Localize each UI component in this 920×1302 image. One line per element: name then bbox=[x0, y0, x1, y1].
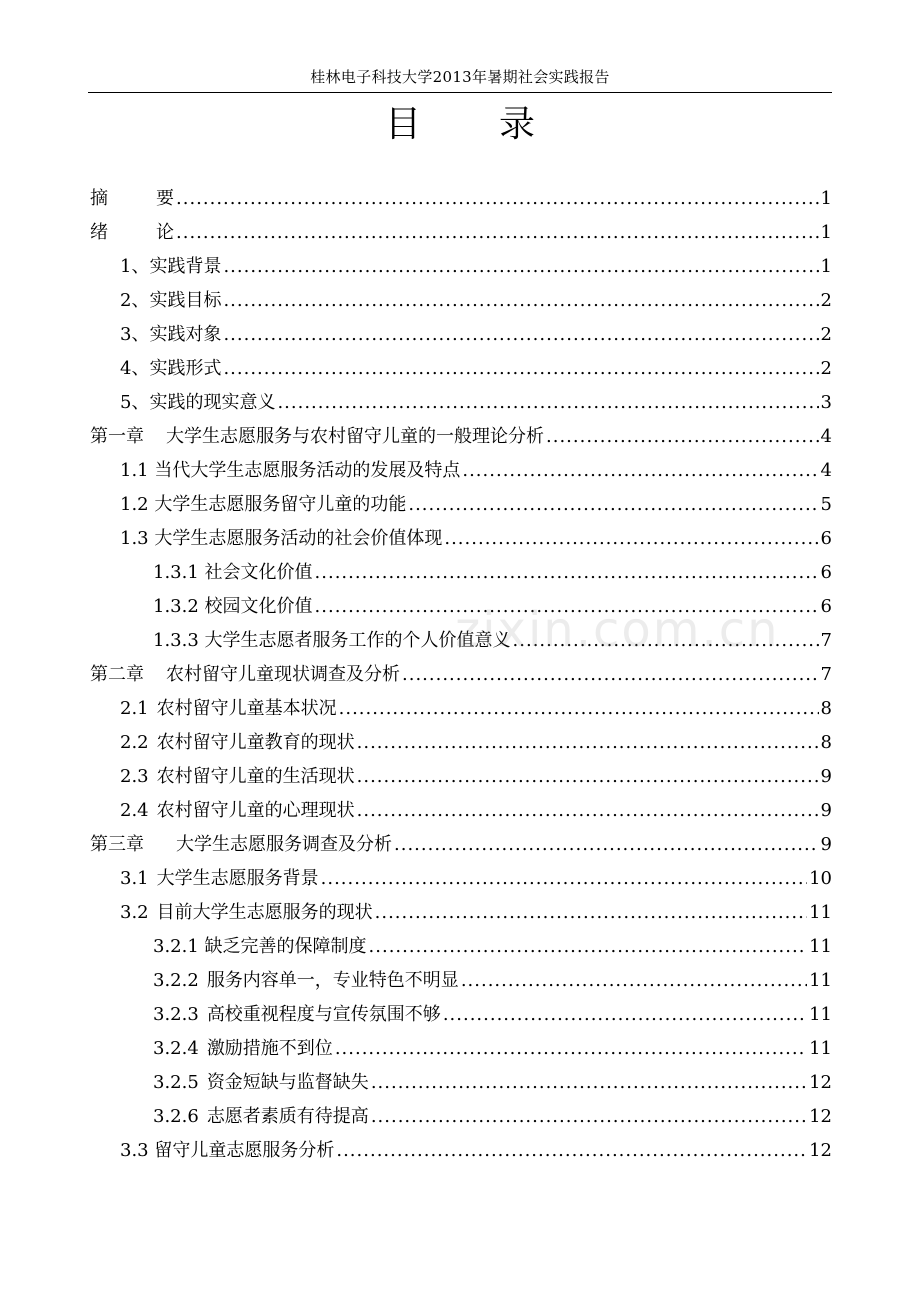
toc-entry-label: 1.3 大学生志愿服务活动的社会价值体现 bbox=[120, 528, 443, 549]
toc-page-number: 8 bbox=[820, 732, 832, 753]
dot-leader bbox=[546, 420, 819, 454]
dot-leader bbox=[371, 1066, 807, 1100]
toc-entry[interactable] bbox=[90, 726, 832, 760]
toc-entry-label: 1、实践背景 bbox=[120, 256, 222, 277]
toc-entry-label: 3、实践对象 bbox=[120, 324, 222, 345]
toc-entry[interactable] bbox=[90, 896, 832, 930]
watermark: zixin.com.cn bbox=[455, 602, 780, 658]
toc-entry-label: 大学生志愿服务与农村留守儿童的一般理论分析 bbox=[166, 426, 544, 447]
table-of-contents bbox=[90, 182, 832, 1168]
toc-entry-chapter-2[interactable] bbox=[90, 658, 832, 692]
dot-leader bbox=[357, 726, 819, 760]
toc-page-number: 6 bbox=[820, 562, 832, 583]
dot-leader bbox=[223, 352, 818, 386]
dot-leader bbox=[461, 964, 807, 998]
toc-page-number: 6 bbox=[820, 528, 832, 549]
toc-page-number: 9 bbox=[820, 766, 832, 787]
toc-section-number: 3.2.4 bbox=[153, 1038, 199, 1059]
toc-section-number: 3.2.5 bbox=[153, 1072, 199, 1093]
toc-entry-label: 要 bbox=[156, 188, 174, 209]
toc-title-char-1: 目 bbox=[384, 104, 421, 145]
toc-entry-label: 农村留守儿童基本状况 bbox=[156, 698, 337, 719]
toc-entry-label: 服务内容单一，专业特色不明显 bbox=[206, 970, 459, 991]
dot-leader bbox=[176, 216, 819, 250]
dot-leader bbox=[408, 488, 818, 522]
toc-entry-label: 3.3 留守儿童志愿服务分析 bbox=[120, 1140, 335, 1161]
toc-entry[interactable] bbox=[90, 794, 832, 828]
dot-leader bbox=[357, 760, 819, 794]
toc-entry-label: 农村留守儿童的心理现状 bbox=[156, 800, 355, 821]
toc-page-number: 3 bbox=[820, 392, 832, 413]
dot-leader bbox=[336, 1134, 807, 1168]
toc-title-char-2: 录 bbox=[499, 104, 536, 145]
toc-entry-label: 论 bbox=[156, 222, 174, 243]
toc-page-number: 4 bbox=[820, 426, 832, 447]
toc-entry[interactable] bbox=[90, 964, 832, 998]
dot-leader bbox=[375, 896, 807, 930]
toc-entry-label: 1.3.1 社会文化价值 bbox=[153, 562, 313, 583]
toc-page-number: 11 bbox=[809, 970, 832, 991]
dot-leader bbox=[277, 386, 818, 420]
toc-section-number: 2.3 bbox=[120, 766, 149, 787]
toc-chapter-number: 第二章 bbox=[90, 664, 144, 685]
toc-entry-label: 1.3.3 大学生志愿者服务工作的个人价值意义 bbox=[153, 630, 511, 651]
toc-entry[interactable] bbox=[90, 556, 832, 590]
toc-page-number: 11 bbox=[809, 1038, 832, 1059]
toc-entry[interactable] bbox=[90, 760, 832, 794]
toc-chapter-number: 第三章 bbox=[90, 834, 144, 855]
toc-entry-label: 高校重视程度与宣传氛围不够 bbox=[206, 1004, 441, 1025]
toc-page-number: 1 bbox=[820, 222, 832, 243]
toc-entry-label: 志愿者素质有待提高 bbox=[206, 1106, 369, 1127]
toc-entry-label: 5、实践的现实意义 bbox=[120, 392, 276, 413]
toc-section-number: 2.2 bbox=[120, 732, 149, 753]
toc-entry[interactable] bbox=[90, 1100, 832, 1134]
toc-section-number: 3.2.3 bbox=[153, 1004, 199, 1025]
dot-leader bbox=[357, 794, 819, 828]
dot-leader bbox=[176, 182, 819, 216]
toc-entry-label: 1.3.2 校园文化价值 bbox=[153, 596, 313, 617]
toc-page-number: 9 bbox=[820, 800, 832, 821]
dot-leader bbox=[339, 692, 819, 726]
toc-section-number: 2.4 bbox=[120, 800, 149, 821]
toc-entry[interactable] bbox=[90, 284, 832, 318]
toc-section-number: 3.2.2 bbox=[153, 970, 199, 991]
toc-title bbox=[0, 100, 920, 150]
toc-entry-label: 2、实践目标 bbox=[120, 290, 222, 311]
toc-page-number: 5 bbox=[820, 494, 832, 515]
toc-section-number: 3.2 bbox=[120, 902, 149, 923]
toc-entry-label: 农村留守儿童现状调查及分析 bbox=[166, 664, 400, 685]
toc-entry[interactable] bbox=[90, 386, 832, 420]
toc-entry-label: 绪 bbox=[90, 222, 108, 243]
toc-entry-chapter-3[interactable] bbox=[90, 828, 832, 862]
toc-page-number: 6 bbox=[820, 596, 832, 617]
dot-leader bbox=[335, 1032, 807, 1066]
dot-leader bbox=[394, 828, 819, 862]
toc-entry-label: 目前大学生志愿服务的现状 bbox=[156, 902, 373, 923]
toc-entry-label: 资金短缺与监督缺失 bbox=[206, 1072, 369, 1093]
dot-leader bbox=[321, 862, 807, 896]
dot-leader bbox=[223, 318, 818, 352]
toc-entry-label: 大学生志愿服务调查及分析 bbox=[176, 834, 392, 855]
toc-entry-label: 1.2 大学生志愿服务留守儿童的功能 bbox=[120, 494, 407, 515]
toc-page-number: 1 bbox=[820, 188, 832, 209]
toc-entry[interactable] bbox=[90, 1134, 832, 1168]
toc-page-number: 9 bbox=[820, 834, 832, 855]
toc-entry-chapter-1[interactable] bbox=[90, 420, 832, 454]
dot-leader bbox=[402, 658, 819, 692]
toc-chapter-number: 第一章 bbox=[90, 426, 144, 447]
toc-entry[interactable] bbox=[90, 522, 832, 556]
toc-entry-label: 激励措施不到位 bbox=[206, 1038, 333, 1059]
toc-entry[interactable] bbox=[90, 692, 832, 726]
toc-entry-introduction[interactable] bbox=[90, 216, 832, 250]
dot-leader bbox=[443, 998, 807, 1032]
toc-page-number: 8 bbox=[820, 698, 832, 719]
toc-page-number: 11 bbox=[809, 1004, 832, 1025]
toc-entry[interactable] bbox=[90, 250, 832, 284]
toc-entry[interactable] bbox=[90, 488, 832, 522]
toc-entry[interactable] bbox=[90, 1032, 832, 1066]
toc-entry[interactable] bbox=[90, 862, 832, 896]
toc-entry[interactable] bbox=[90, 930, 832, 964]
toc-page-number: 7 bbox=[820, 664, 832, 685]
toc-page-number: 2 bbox=[820, 358, 832, 379]
toc-page-number: 12 bbox=[809, 1140, 832, 1161]
toc-entry-label: 3.2.1 缺乏完善的保障制度 bbox=[153, 936, 367, 957]
dot-leader bbox=[315, 556, 819, 590]
toc-entry[interactable] bbox=[90, 318, 832, 352]
dot-leader bbox=[369, 930, 808, 964]
toc-page-number: 12 bbox=[809, 1072, 832, 1093]
toc-entry-label: 农村留守儿童的生活现状 bbox=[156, 766, 355, 787]
header-rule bbox=[88, 92, 832, 93]
toc-page-number: 1 bbox=[820, 256, 832, 277]
toc-page-number: 12 bbox=[809, 1106, 832, 1127]
dot-leader bbox=[223, 284, 818, 318]
toc-entry-label: 摘 bbox=[90, 188, 108, 209]
toc-entry-label: 4、实践形式 bbox=[120, 358, 222, 379]
toc-entry[interactable] bbox=[90, 1066, 832, 1100]
toc-page-number: 11 bbox=[809, 936, 832, 957]
toc-entry[interactable] bbox=[90, 454, 832, 488]
toc-page-number: 2 bbox=[820, 324, 832, 345]
toc-page-number: 11 bbox=[809, 902, 832, 923]
running-header: 桂林电子科技大学2013年暑期社会实践报告 bbox=[310, 68, 610, 86]
toc-page-number: 10 bbox=[809, 868, 832, 889]
toc-entry-label: 大学生志愿服务背景 bbox=[156, 868, 319, 889]
dot-leader bbox=[371, 1100, 807, 1134]
toc-entry[interactable] bbox=[90, 352, 832, 386]
toc-page-number: 2 bbox=[820, 290, 832, 311]
toc-page-number: 4 bbox=[820, 460, 832, 481]
toc-entry-abstract[interactable] bbox=[90, 182, 832, 216]
dot-leader bbox=[462, 454, 818, 488]
toc-page-number: 7 bbox=[820, 630, 832, 651]
toc-entry-label: 1.1 当代大学生志愿服务活动的发展及特点 bbox=[120, 460, 461, 481]
toc-entry[interactable] bbox=[90, 998, 832, 1032]
toc-section-number: 3.2.6 bbox=[153, 1106, 199, 1127]
dot-leader bbox=[444, 522, 818, 556]
dot-leader bbox=[223, 250, 818, 284]
toc-section-number: 2.1 bbox=[120, 698, 149, 719]
toc-section-number: 3.1 bbox=[120, 868, 149, 889]
toc-entry-label: 农村留守儿童教育的现状 bbox=[156, 732, 355, 753]
